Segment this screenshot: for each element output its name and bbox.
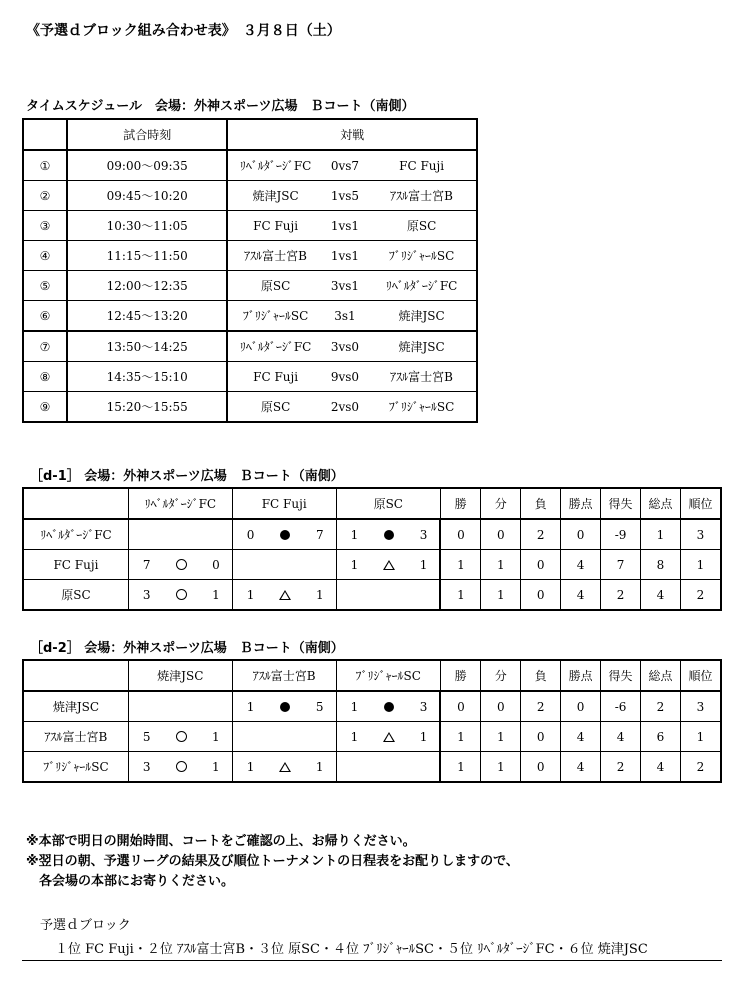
league-stat: 0 (561, 519, 601, 550)
league-header-row (23, 488, 721, 519)
league-stat: 0 (521, 550, 561, 580)
league-result (233, 692, 336, 721)
league-result (129, 722, 232, 751)
goals-against: 1 (212, 587, 220, 602)
league-stat: 1 (641, 519, 681, 550)
league-stat: 1 (440, 550, 480, 580)
league-result (337, 550, 440, 579)
league-row-team: 原SC (23, 580, 128, 611)
league-header-team: ﾘﾍﾞﾙﾀﾞｰｼﾞFC (128, 488, 232, 519)
final-ranking-title: 予選ｄブロック (40, 918, 131, 933)
match-score: 3vs1 (323, 271, 367, 301)
league-result-cell (128, 691, 232, 722)
league-result (233, 752, 336, 781)
page-title: 《予選ｄブロック組み合わせ表》 ３月８日（土） (26, 23, 341, 39)
schedule-row (23, 241, 477, 271)
league-stat: 0 (481, 691, 521, 722)
league-result-cell (336, 580, 440, 611)
goals-against: 3 (419, 527, 428, 542)
match-score: 3s1 (323, 301, 367, 332)
league-result-cell (336, 752, 440, 783)
schedule-heading: タイムスケジュール 会場：外神スポーツ広場 Ｂコート（南側） (26, 99, 415, 114)
league-result (337, 722, 440, 751)
league-result (129, 550, 232, 579)
match-number: ② (23, 181, 67, 211)
match-time: 14:35～15:10 (67, 362, 227, 392)
match-number: ④ (23, 241, 67, 271)
win-mark-icon (176, 559, 187, 570)
goals-against: 0 (212, 557, 220, 572)
league-result-cell (232, 550, 336, 580)
schedule-header-no (23, 119, 67, 150)
schedule-row (23, 331, 477, 362)
schedule-row (23, 301, 477, 332)
league-result-cell (128, 752, 232, 783)
league-stat: 1 (481, 580, 521, 611)
league-header-team: FC Fuji (232, 488, 336, 519)
schedule-row (23, 211, 477, 241)
match-home-team: ﾘﾍﾞﾙﾀﾞｰｼﾞFC (227, 331, 322, 362)
league-result (233, 580, 336, 609)
match-score: 9vs0 (323, 362, 367, 392)
league-result-cell (232, 691, 336, 722)
match-number: ⑦ (23, 331, 67, 362)
match-away-team: ﾌﾞﾘｼﾞｬｰﾙSC (367, 392, 477, 423)
match-time: 13:50～14:25 (67, 331, 227, 362)
league-header-stat: 分 (481, 660, 521, 691)
league-stat: 2 (680, 752, 721, 783)
league-header-stat: 分 (481, 488, 521, 519)
loss-mark-icon (280, 702, 290, 712)
match-score: 3vs0 (323, 331, 367, 362)
league-stat: 1 (680, 722, 721, 752)
league-stat: -9 (601, 519, 641, 550)
note-3: 各会場の本部にお寄りください。 (26, 874, 235, 889)
goals-for: 1 (350, 729, 359, 744)
league-row-team: 焼津JSC (23, 691, 128, 722)
league-header-stat: 勝 (440, 660, 480, 691)
d1-heading: ［d-1］ 会場：外神スポーツ広場 Ｂコート（南側） (30, 469, 344, 484)
league-header-stat: 順位 (680, 488, 721, 519)
goals-for: 1 (246, 699, 255, 714)
schedule-row (23, 392, 477, 423)
league-result-cell (232, 722, 336, 752)
match-away-team: 原SC (367, 211, 477, 241)
goals-against: 1 (419, 557, 428, 572)
league-result (233, 520, 336, 549)
league-header-row (23, 660, 721, 691)
league-header-stat: 得失 (601, 488, 641, 519)
league-stat: 6 (641, 722, 681, 752)
league-stat: 0 (521, 752, 561, 783)
league-stat: 4 (561, 752, 601, 783)
match-number: ⑤ (23, 271, 67, 301)
schedule-header-time: 試合時刻 (67, 119, 227, 150)
league-stat: 4 (601, 722, 641, 752)
league-stat: 4 (561, 580, 601, 611)
league-stat: 2 (521, 519, 561, 550)
goals-for: 5 (142, 729, 151, 744)
match-score: 0vs7 (323, 150, 367, 181)
league-header-team: 焼津JSC (128, 660, 232, 691)
league-header-team: ｱｽﾙ富士宮B (232, 660, 336, 691)
league-result-cell (128, 519, 232, 550)
league-stat: 0 (440, 519, 480, 550)
match-score: 2vs0 (323, 392, 367, 423)
goals-for: 3 (142, 587, 151, 602)
match-home-team: 焼津JSC (227, 181, 322, 211)
league-header-stat: 勝 (440, 488, 480, 519)
win-mark-icon (176, 731, 187, 742)
match-score: 1vs1 (323, 211, 367, 241)
match-time: 11:15～11:50 (67, 241, 227, 271)
loss-mark-icon (384, 530, 394, 540)
match-number: ⑧ (23, 362, 67, 392)
schedule-row (23, 362, 477, 392)
goals-against: 1 (315, 587, 324, 602)
goals-against: 1 (419, 729, 428, 744)
league-header-stat: 勝点 (561, 660, 601, 691)
match-number: ① (23, 150, 67, 181)
league-header-corner (23, 660, 128, 691)
league-result-cell (336, 550, 440, 580)
match-away-team: FC Fuji (367, 150, 477, 181)
league-stat: 1 (481, 722, 521, 752)
league-stat: 4 (641, 752, 681, 783)
league-header-team: ﾌﾞﾘｼﾞｬｰﾙSC (336, 660, 440, 691)
goals-for: 7 (142, 557, 151, 572)
league-stat: 3 (680, 519, 721, 550)
league-header-stat: 得失 (601, 660, 641, 691)
match-number: ⑨ (23, 392, 67, 423)
draw-mark-icon (279, 762, 291, 772)
draw-mark-icon (279, 590, 291, 600)
league-stat: 4 (641, 580, 681, 611)
league-result-cell (232, 519, 336, 550)
match-score: 1vs1 (323, 241, 367, 271)
league-header-corner (23, 488, 128, 519)
league-stat: 0 (521, 722, 561, 752)
goals-for: 0 (246, 527, 255, 542)
league-stat: 0 (521, 580, 561, 611)
match-away-team: ﾘﾍﾞﾙﾀﾞｰｼﾞFC (367, 271, 477, 301)
goals-against: 1 (315, 759, 324, 774)
match-score: 1vs5 (323, 181, 367, 211)
league-result-cell (232, 580, 336, 611)
match-away-team: 焼津JSC (367, 301, 477, 332)
goals-against: 1 (212, 759, 220, 774)
d1-table (22, 487, 722, 611)
d2-heading: ［d-2］ 会場：外神スポーツ広場 Ｂコート（南側） (30, 641, 344, 656)
league-stat: 4 (561, 722, 601, 752)
d2-table (22, 659, 722, 783)
league-stat: 0 (440, 691, 480, 722)
match-home-team: 原SC (227, 392, 322, 423)
league-stat: 2 (521, 691, 561, 722)
match-away-team: ｱｽﾙ富士宮B (367, 181, 477, 211)
league-stat: 2 (601, 752, 641, 783)
goals-against: 7 (315, 527, 324, 542)
league-header-stat: 勝点 (561, 488, 601, 519)
goals-for: 1 (246, 587, 255, 602)
league-stat: 8 (641, 550, 681, 580)
goals-for: 1 (350, 557, 359, 572)
final-ranking-line: １位 FC Fuji・２位 ｱｽﾙ富士宮B・３位 原SC・４位 ﾌﾞﾘｼﾞｬｰﾙSC・５位 ﾘﾍﾞﾙﾀﾞｰｼﾞFC・６位 焼津JSC (55, 942, 648, 957)
league-result-cell (128, 580, 232, 611)
league-result-cell (232, 752, 336, 783)
loss-mark-icon (280, 530, 290, 540)
league-result-cell (128, 550, 232, 580)
match-away-team: ﾌﾞﾘｼﾞｬｰﾙSC (367, 241, 477, 271)
match-time: 12:45～13:20 (67, 301, 227, 332)
league-stat: 3 (680, 691, 721, 722)
match-time: 09:00～09:35 (67, 150, 227, 181)
league-stat: 1 (680, 550, 721, 580)
league-stat: 4 (561, 550, 601, 580)
goals-for: 1 (246, 759, 255, 774)
league-result (337, 520, 440, 549)
league-stat: 2 (680, 580, 721, 611)
goals-for: 1 (350, 527, 359, 542)
league-result-cell (336, 519, 440, 550)
league-row (23, 519, 721, 550)
match-home-team: FC Fuji (227, 211, 322, 241)
league-result (337, 692, 440, 721)
league-stat: 0 (481, 519, 521, 550)
schedule-row (23, 150, 477, 181)
league-stat: -6 (601, 691, 641, 722)
match-away-team: ｱｽﾙ富士宮B (367, 362, 477, 392)
league-stat: 2 (641, 691, 681, 722)
note-1: ※本部で明日の開始時間、コートをご確認の上、お帰りください。 (26, 834, 416, 849)
league-stat: 1 (440, 752, 480, 783)
league-row (23, 752, 721, 783)
schedule-row (23, 181, 477, 211)
league-header-stat: 総点 (641, 660, 681, 691)
goals-for: 1 (350, 699, 359, 714)
league-result (129, 752, 232, 781)
league-row (23, 550, 721, 580)
league-stat: 1 (440, 722, 480, 752)
league-stat: 0 (561, 691, 601, 722)
draw-mark-icon (383, 732, 395, 742)
league-result-cell (128, 722, 232, 752)
league-stat: 1 (481, 550, 521, 580)
match-number: ⑥ (23, 301, 67, 332)
league-row (23, 691, 721, 722)
goals-against: 1 (212, 729, 220, 744)
loss-mark-icon (384, 702, 394, 712)
match-time: 15:20～15:55 (67, 392, 227, 423)
league-header-stat: 負 (521, 660, 561, 691)
match-home-team: ﾘﾍﾞﾙﾀﾞｰｼﾞFC (227, 150, 322, 181)
league-header-stat: 順位 (680, 660, 721, 691)
bottom-rule (22, 960, 722, 961)
league-row-team: ｱｽﾙ富士宮B (23, 722, 128, 752)
league-row (23, 722, 721, 752)
goals-against: 3 (419, 699, 428, 714)
league-stat: 1 (440, 580, 480, 611)
league-stat: 1 (481, 752, 521, 783)
match-home-team: ﾌﾞﾘｼﾞｬｰﾙSC (227, 301, 322, 332)
draw-mark-icon (383, 560, 395, 570)
schedule-table (22, 118, 478, 423)
win-mark-icon (176, 589, 187, 600)
league-row-team: ﾌﾞﾘｼﾞｬｰﾙSC (23, 752, 128, 783)
league-result-cell (336, 691, 440, 722)
league-stat: 2 (601, 580, 641, 611)
schedule-header-match: 対戦 (227, 119, 477, 150)
league-row (23, 580, 721, 611)
league-result-cell (336, 722, 440, 752)
match-number: ③ (23, 211, 67, 241)
league-result (129, 580, 232, 609)
match-home-team: FC Fuji (227, 362, 322, 392)
schedule-row (23, 271, 477, 301)
match-time: 12:00～12:35 (67, 271, 227, 301)
league-row-team: FC Fuji (23, 550, 128, 580)
match-time: 10:30～11:05 (67, 211, 227, 241)
note-2: ※翌日の朝、予選リーグの結果及び順位トーナメントの日程表をお配りしますので、 (26, 854, 519, 869)
league-stat: 7 (601, 550, 641, 580)
goals-against: 5 (315, 699, 324, 714)
match-home-team: 原SC (227, 271, 322, 301)
match-away-team: 焼津JSC (367, 331, 477, 362)
goals-for: 3 (142, 759, 151, 774)
league-row-team: ﾘﾍﾞﾙﾀﾞｰｼﾞFC (23, 519, 128, 550)
league-header-team: 原SC (336, 488, 440, 519)
match-time: 09:45～10:20 (67, 181, 227, 211)
league-header-stat: 負 (521, 488, 561, 519)
win-mark-icon (176, 761, 187, 772)
match-home-team: ｱｽﾙ富士宮B (227, 241, 322, 271)
league-header-stat: 総点 (641, 488, 681, 519)
